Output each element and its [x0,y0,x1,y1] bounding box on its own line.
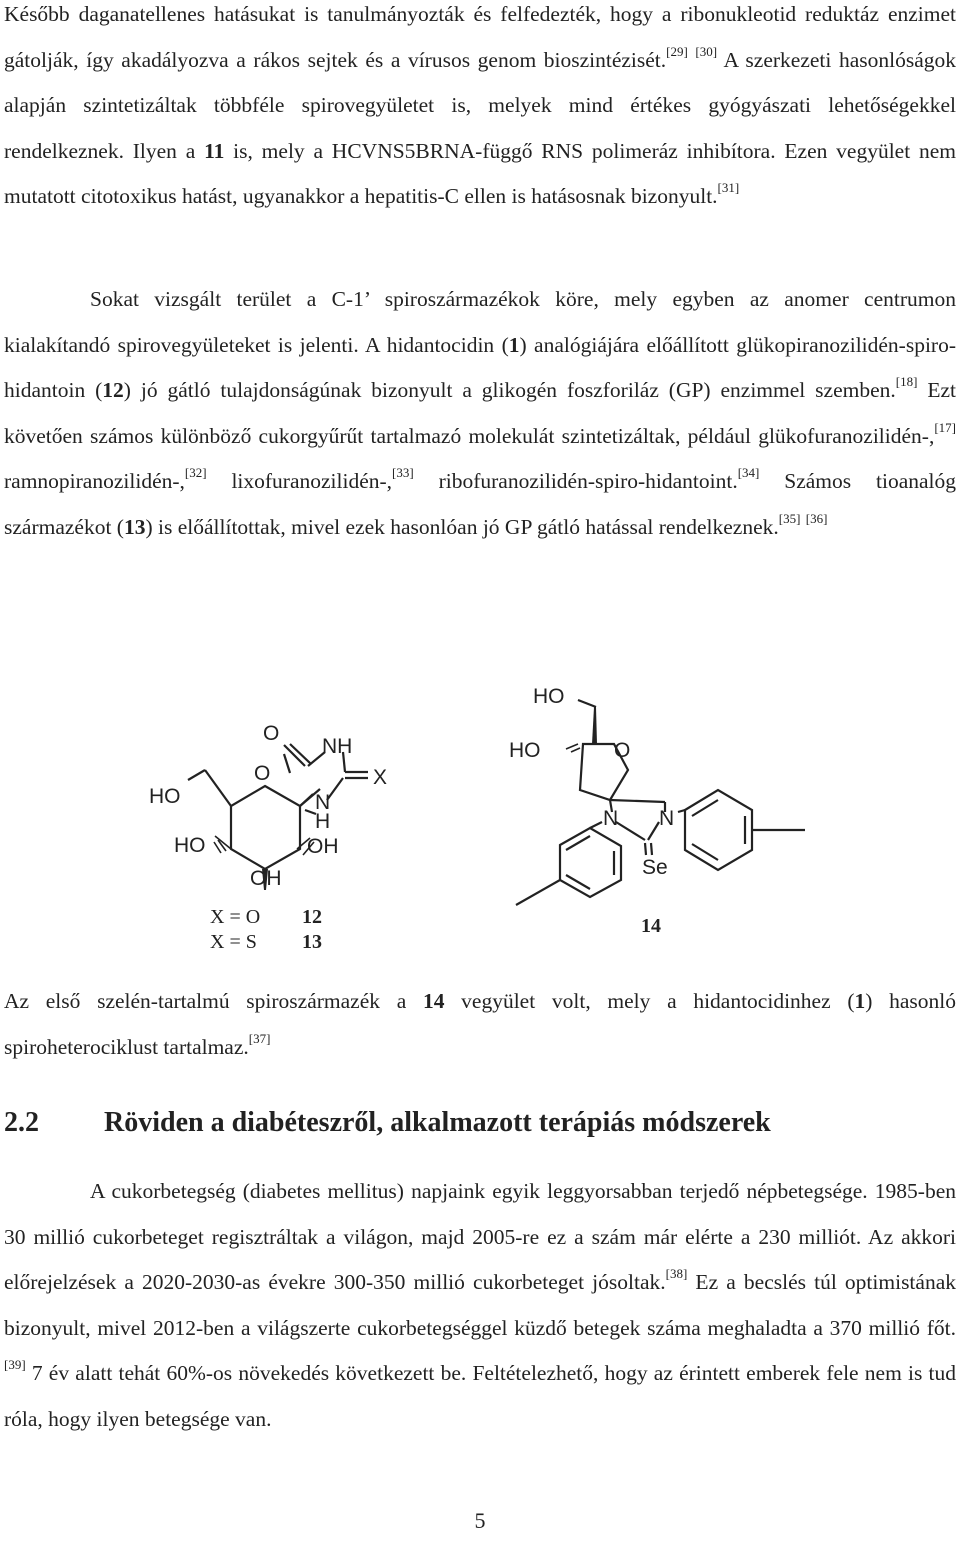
hydroxyl-label: HO [533,685,565,708]
compound-number: 12 [102,378,124,402]
citation: [38] [665,1266,688,1281]
ring-oxygen-label: O [614,739,631,762]
legend-label: X = S [210,931,257,953]
text-run: 7 év alatt tehát 60%-os növekedés következett be. Feltételezhető, hogy az érintett emberek fele nem is tud róla, hogy ilyen betegsége van. [4,1361,956,1431]
text-run: A cukorbetegség (diabetes mellitus) napjaink egyik leggyorsabban terjedő népbetegsége. 1985-ben 30 millió cukorbeteget regisztráltak a világon, majd 2005-re ez a szám már elérte a 230 milliót. Az akkori előrejelzések a 2020-2030-as évekre 300-350 millió cukorbeteget jósoltak. [4,1179,956,1294]
selenium-label: Se [642,856,668,879]
section-title: Röviden a diabéteszről, alkalmazott terápiás módszerek [104,1107,771,1138]
legend-label: X = O [210,906,261,928]
nitrogen-label: N [659,807,675,830]
paragraph-3 [4,979,956,1070]
hydroxyl-label: HO [174,834,206,857]
amide-nh-label: NH [322,735,353,758]
text-run: A szerkezeti hasonlóságok alapján szintetizáltak többféle spirovegyületet is, melyek mind értékes gyógyászati lehetőségekkel rendelkeznek. Ilyen a [4,47,956,163]
text-run: Ezt követően számos különböző cukorgyűrűt tartalmazó molekulát szintetizáltak, például glükofuranozilidén-, [4,378,957,448]
hydroxyl-label: HO [149,785,181,808]
text-run: is, mely a HCVNS5BRNA-függő RNS polimeráz inhibítora. Ezen vegyület nem mutatott citotoxikus hatást, ugyanakkor a hepatitis-C ellen is hatásosnak bizonyult. [4,138,956,208]
text-run: Az első szelén-tartalmú spiroszármazék a [4,989,423,1013]
text-run: vegyület volt, mely a hidantocidinhez ( [444,989,855,1013]
text-run: ) hasonló spiroheterociklust tartalmaz. [4,989,956,1059]
text-run: Később daganatellenes hatásukat is tanulmányozták és felfedezték, hogy a ribonukleotid reduktáz enzimet gátolják, így akadályozva a rákos sejtek és a vírusos genom bioszintézisét. [4,2,956,72]
ring-oxygen-label: O [254,762,271,785]
text-run: Számos tioanalóg származékot ( [4,469,956,539]
compound-number: 13 [123,514,146,539]
x-substituent-label: X [373,766,388,789]
paragraph-4 [4,1169,956,1442]
citation: [37] [248,1030,271,1046]
citation: [18] [895,374,918,389]
hydrogen-label: H [315,810,331,833]
nitrogen-label: N [315,791,331,814]
citation: [32] [184,465,207,480]
text-run: ribofuranozilidén-spiro-hidantoint. [413,469,738,493]
hydroxyl-label: OH [307,835,339,858]
text-run: lixofuranozilidén-, [206,469,393,493]
text-run: Ez a becslés túl optimistának bizonyult, mivel 2012-ben a világszerte cukorbetegséggel küzdő betegek száma meghaladta a 370 millió főt. [4,1270,956,1340]
compound-number: 11 [204,138,225,163]
compound-number: 12 [302,906,322,928]
citation: [29] [666,43,688,59]
citation: [39] [4,1357,26,1372]
compound-number: 14 [641,915,661,937]
citation: [30] [695,43,718,59]
structure-12-13 [149,722,387,953]
compound-number: 13 [302,931,322,953]
hydroxyl-label: OH [250,867,282,890]
citation: [34] [737,465,760,480]
carbonyl-oxygen-label: O [263,722,280,745]
structure-14 [509,685,805,937]
compound-number: 14 [422,989,445,1013]
citation: [35] [778,510,801,526]
text-run: ramnopiranozilidén-, [4,469,185,493]
text-run: ) jó gátló tulajdonságúnak bizonyult a glikogén foszforiláz (GP) enzimmel szemben. [123,378,896,402]
section-number: 2.2 [4,1107,39,1138]
hydroxyl-label: HO [509,739,541,762]
text-run: Sokat vizsgált terület a C-1’ spiroszármazékok köre, mely egyben az anomer centrumon kialakítandó spirovegyületeket is jelenti. A hidantocidin ( [4,287,956,357]
text-run: ) analógiájára előállított glükopiranozilidén-spiro-hidantoin ( [4,332,956,402]
compound-number: 1 [508,332,520,357]
citation: [36] [805,510,828,526]
compound-number: 1 [854,989,866,1013]
section-heading [4,1103,771,1143]
page-number: 5 [474,1508,486,1533]
citation: [31] [717,180,740,195]
nitrogen-label: N [603,807,619,830]
citation: [17] [934,419,956,435]
text-run: ) is előállítottak, mivel ezek hasonlóan jó GP gátló hatással rendelkeznek. [145,514,779,539]
citation: [33] [392,465,414,480]
